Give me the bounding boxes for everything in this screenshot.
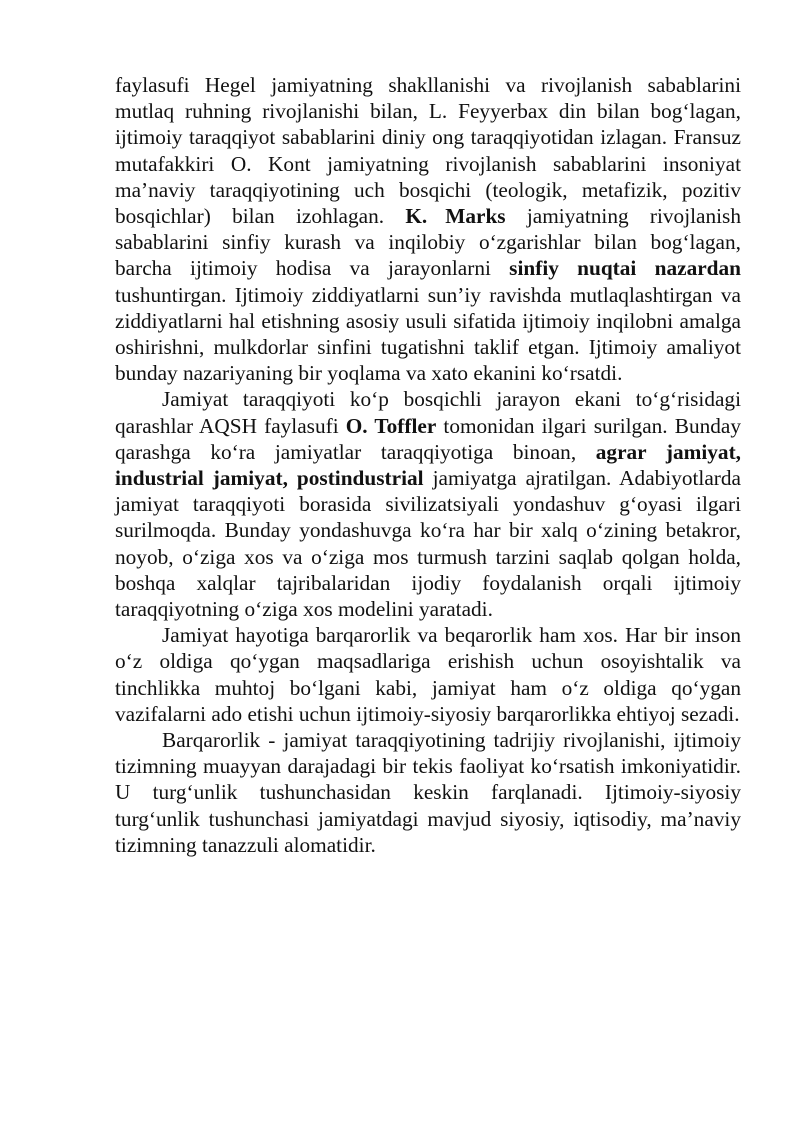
paragraph-3 [115, 622, 741, 727]
bold-term-society-types: agrar jamiyat, industrial jamiyat, postindustrial [115, 439, 741, 491]
text-run: tushuntirgan. Ijtimoiy ziddiyatlarni sun’iy ravishda mutlaqlashtirgan va ziddiyatlarni hal etishning asosiy usuli sifatida ijtimoiy inqilobni amalga oshirishni, mulkdorlar sinfini tugatishni taklif etgan. Ijtimoiy amaliyot bunday nazariyaning bir yoqlama va xato ekanini ko‘rsatdi. [115, 282, 741, 386]
bold-name-marks: Marks [445, 204, 506, 229]
text-run: faylasufi Hegel jamiyatning shakllanishi va rivojlanish sabablarini mutlaq ruhning rivojlanishi bilan, L. Feyyerbax din bilan bog‘lagan, ijtimoiy taraqqiyot sabablarini diniy ong taraqqiyotidan izlagan. Fransuz mutafakkiri O. Kont jamiyatning rivojlanish sabablarini insoniyat ma’naviy taraqqiyotining uch bosqichi (teologik, metafizik, pozitiv bosqichlar) bilan izohlagan. [115, 73, 741, 229]
paragraph-4 [115, 727, 741, 858]
text-run: jamiyatning rivojlanish sabablarini sinfiy kurash va inqilobiy o‘zgarishlar bilan bog‘lagan, barcha ijtimoiy hodisa va jarayonlarni [115, 204, 741, 281]
bold-term-class-view: sinfiy nuqtai nazardan [509, 256, 742, 281]
bold-name-marks-initial: K. [405, 204, 428, 229]
bold-name-toffler: O. Toffler [345, 413, 437, 438]
text-run: Jamiyat hayotiga barqarorlik va beqarorlik ham xos. Har bir inson o‘z oldiga qo‘ygan maqsadlariga erishish uchun osoyishtalik va tinchlikka muhtoj bo‘lgani kabi, jamiyat ham o‘z oldiga qo‘ygan vazifalarni ado etishi uchun ijtimoiy-siyosiy barqarorlikka ehtiyoj sezadi. [115, 623, 741, 726]
text-run: jamiyatga ajratilgan. Adabiyotlarda jamiyat taraqqiyoti borasida sivilizatsiyali yondashuv g‘oyasi ilgari surilmoqda. Bunday yondashuvga ko‘ra har bir xalq o‘zining betakror, noyob, o‘ziga xos va o‘ziga mos turmush tarzini saqlab qolgan holda, boshqa xalqlar tajribalaridan ijodiy foydalanish orqali ijtimoiy taraqqiyotning o‘ziga xos modelini yaratadi. [115, 466, 741, 622]
text-run: tomonidan ilgari surilgan. Bunday qarashga ko‘ra jamiyatlar taraqqiyotiga binoan, [115, 413, 741, 464]
paragraph-2 [115, 386, 741, 622]
text-run: Barqarorlik - jamiyat taraqqiyotining tadrijiy rivojlanishi, ijtimoiy tizimning muayyan darajadagi bir tekis faoliyat ko‘rsatish imkoniyatidir. U turg‘unlik tushunchasidan keskin farqlanadi. Ijtimoiy-siyosiy turg‘unlik tushunchasi jamiyatdagi mavjud siyosiy, iqtisodiy, ma’naviy tizimning tanazzuli alomatidir. [115, 728, 741, 857]
document-page [115, 72, 741, 858]
paragraph-1 [115, 72, 741, 386]
text-run: Jamiyat taraqqiyoti ko‘p bosqichli jarayon ekani to‘g‘risidagi qarashlar AQSH faylasufi [115, 387, 741, 438]
